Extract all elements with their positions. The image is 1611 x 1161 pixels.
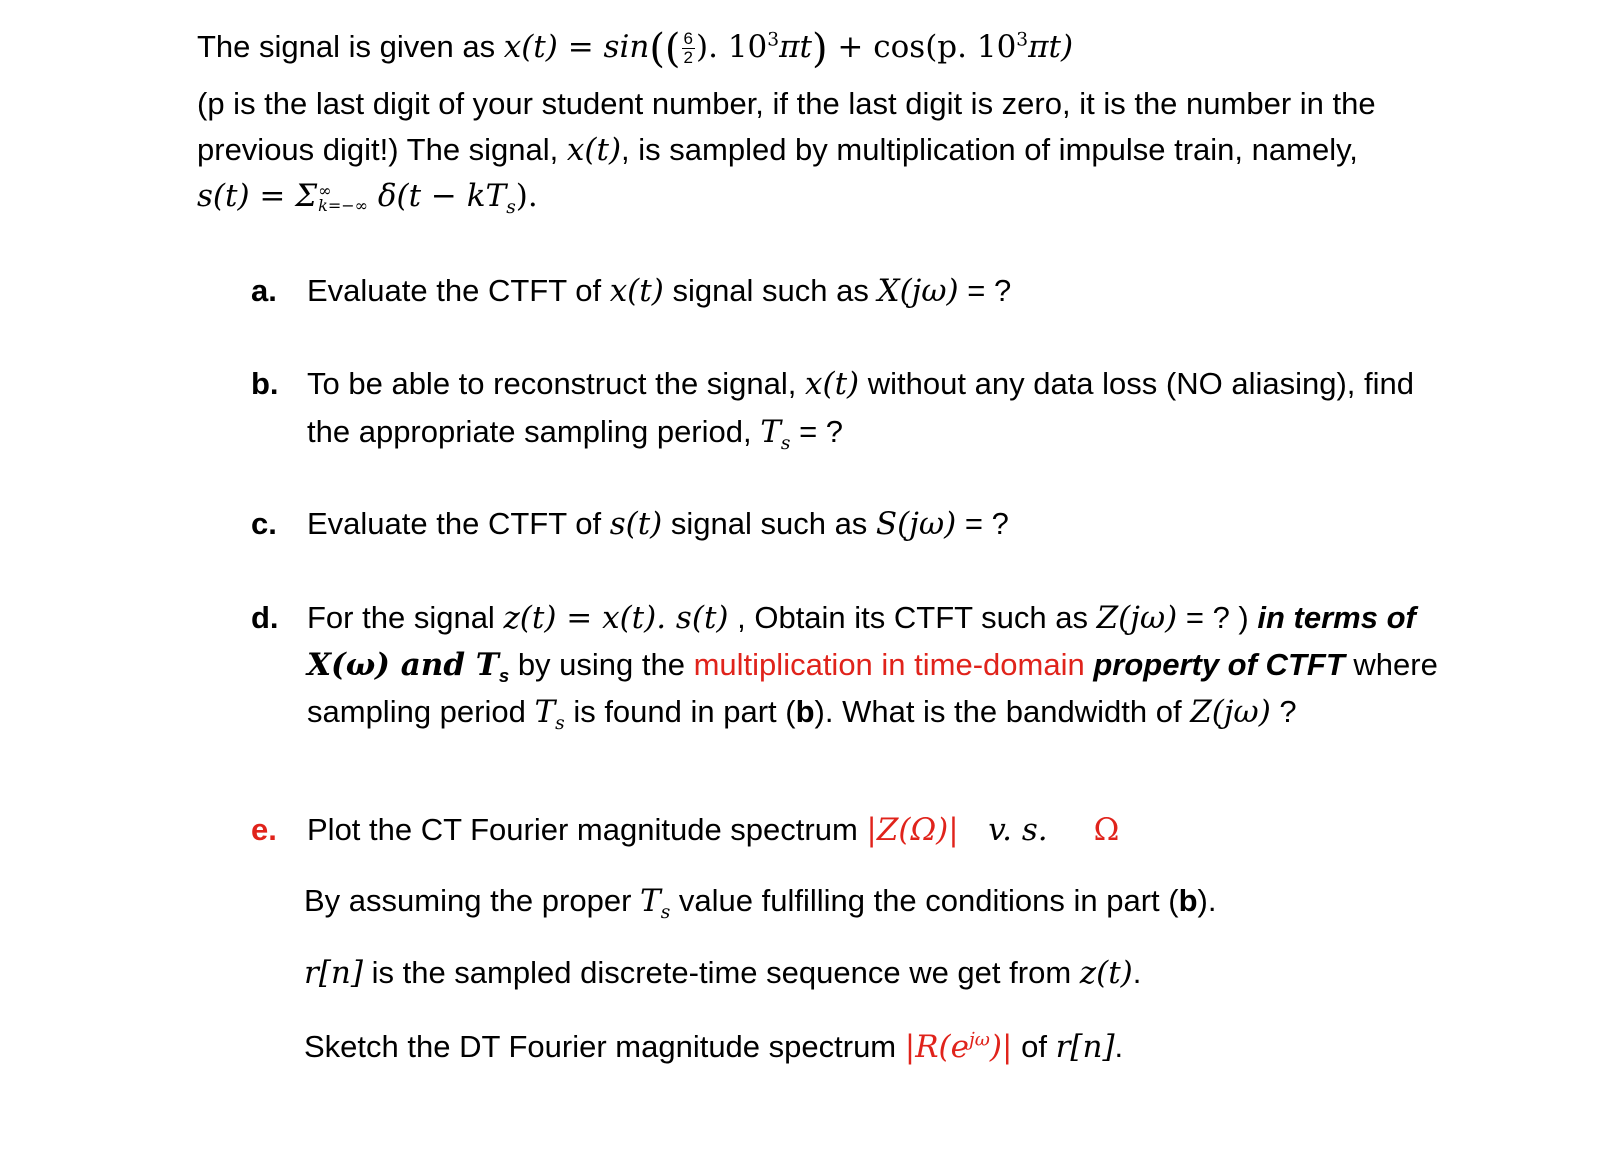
text: ). [1197,883,1217,918]
text: For the signal [307,600,504,635]
sum-upper: ∞ [318,180,332,200]
item-a-text [307,271,1011,311]
subscript-s: s [498,665,510,687]
bold-italic-text: property of CTFT [1084,647,1345,682]
item-c-label: c. [251,506,277,541]
open-paren: (( [649,25,681,72]
bold-italic-text: in terms of [1257,600,1416,635]
R-magnitude: |R(e [904,1029,969,1065]
item-e-line-4 [304,1027,1123,1067]
text: without any data loss (NO aliasing), find [859,366,1414,401]
fraction-denominator: 2 [683,48,694,68]
item-e-line-2 [304,881,1217,924]
text: value fulfilling the conditions in part ( [670,883,1179,918]
text: is the sampled discrete-time sequence we get from [362,955,1080,990]
item-b-label: b. [251,366,279,401]
item-b-line-2 [307,412,844,455]
text: signal such as [662,506,876,541]
intro-text: The signal is given as [197,29,504,64]
exponent: 3 [767,29,780,51]
T-symbol: T [534,694,556,730]
delta-term: δ(t − kT [368,178,507,214]
subscript-s: s [506,197,516,219]
impulse-train-formula [197,176,538,219]
versus-text: v. s. [958,812,1048,848]
text: is found in part ( [564,694,796,729]
ten-power: . 10 [708,29,768,65]
text: = ? [956,506,1009,541]
subscript-s: s [780,433,791,455]
intro-line-2: (p is the last digit of your student number, if the last digit is zero, it is the number in the [197,86,1376,121]
x-of-t: x(t) [805,366,860,402]
item-d-line-3 [307,692,1297,735]
item-a-label: a. [251,273,277,308]
item-d-line-1 [307,598,1416,638]
subscript-s: s [555,713,565,735]
exponent-2: 3 [1016,29,1029,51]
text: To be able to reconstruct the signal, [307,366,806,401]
text: Sketch the DT Fourier magnitude spectrum [304,1029,905,1064]
text: ? [1270,694,1297,729]
signal-definition-line: The signal is given as x(t) = sin(( $\frac{6}{2}$ ). $10^3\pi t) + \cos(p$. $10^3\pi t$) [197,25,1074,72]
closing: ). [515,178,538,214]
pi-t-2: πt) [1028,29,1074,65]
S-of-jw: S(jω) [875,506,957,542]
text: the appropriate sampling period, [307,414,761,449]
sum-lower: k=−∞ [318,195,368,215]
z-equation: z(t) = x(t). s(t) [503,600,729,636]
Z-of-jw: Z(jω) [1190,694,1271,730]
text: , is sampled by multiplication of impulse train, namely, [621,132,1358,167]
X-of-jw: X(jω) [877,273,959,309]
s-of-t: s(t) [609,506,663,542]
text: Evaluate the CTFT of [307,506,610,541]
s-of-t: s(t) = Σ [197,178,318,214]
text: = ? ) [1177,600,1258,635]
text: . [1132,955,1142,990]
text: previous digit!) The signal, [197,132,567,167]
T-symbol: T [760,414,781,450]
x-of-t: x(t) [609,273,664,309]
exponent-jw: jω [968,1029,990,1051]
text: where [1344,647,1438,682]
T-symbol: T [640,883,661,919]
Z-of-jw: Z(jω) [1096,600,1178,636]
item-e-line-1 [307,810,1119,850]
text: Plot the CT Fourier magnitude spectrum [307,812,867,847]
item-c-text [307,504,1009,544]
text: of [1012,1029,1056,1064]
cos-term: + cos(p. 10 [827,29,1017,65]
bold-ref: b [1178,883,1198,918]
r-of-n: r[n] [1055,1029,1115,1065]
sum-limits [318,180,368,215]
item-d-line-2 [307,645,1438,685]
item-d-label: d. [251,600,279,635]
bold-ref: b [795,694,815,729]
r-of-n: r[n] [304,955,363,991]
text: = ? [958,273,1012,308]
x-of-t-formula: x(t) = sin [503,29,650,65]
fraction-numerator: 6 [683,29,694,49]
item-e-line-3 [304,953,1141,993]
highlighted-property: multiplication in time-domain [693,647,1085,682]
Z-omega-magnitude: |Z(Ω)| [866,812,959,848]
text: ). What is the bandwidth of [814,694,1191,729]
z-of-t: z(t) [1079,955,1133,991]
close-paren: ) [811,25,828,72]
text: . [1114,1029,1124,1064]
pi-t: πt [779,29,812,65]
text: , Obtain its CTFT such as [728,600,1097,635]
fraction [682,30,695,67]
omega-symbol: Ω [1093,812,1120,848]
subscript-s: s [660,902,671,924]
text: by using the [509,647,694,682]
text: Evaluate the CTFT of [307,273,610,308]
R-magnitude-close: )| [989,1029,1013,1065]
item-e-label: e. [251,812,277,847]
text: By assuming the proper [304,883,641,918]
x-of-t: x(t) [566,132,622,168]
X-omega-and-T: X(ω) and T [307,647,499,683]
text: signal such as [663,273,878,308]
intro-line-3 [197,130,1358,170]
text: sampling period [307,694,535,729]
text: = ? [790,414,844,449]
item-b-line-1 [307,364,1414,404]
